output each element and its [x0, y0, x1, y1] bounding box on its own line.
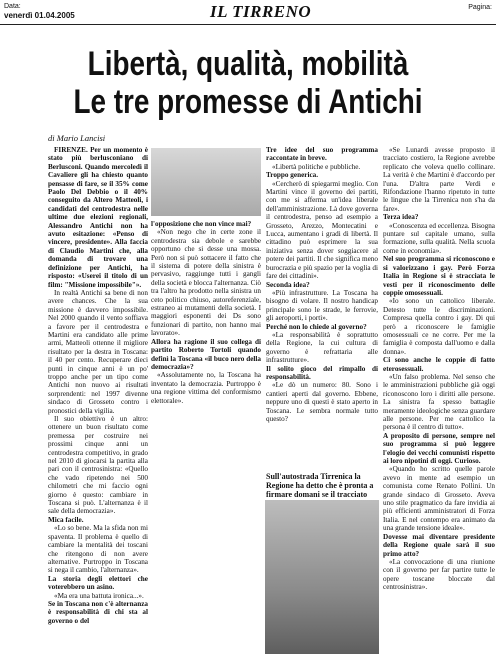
photo-top — [151, 148, 261, 216]
article-paragraph: Il suo obiettivo è un altro: ottenere un buon risultato come premessa per costruire nei prossimi cinque anni un centrodestra competitivo, in grado nel 2010 di giocarsi la partita alla pari con il centrosinistra: «Quello che vado ripetendo nei 500 chilometri che mi faccio ogni giorno è questo: cambiare in Toscana si può. L'alternanza è il sale della democrazia». — [48, 415, 148, 516]
interview-question: Perché non lo chiede al governo? — [266, 322, 367, 331]
interview-question: La storia degli elettori che voterebbero un asino. — [48, 574, 148, 592]
interview-answer: «Non nego che in certe zone il centrodestra sia debole e sarebbe opportuno che si desse una mossa. Però non si può sottacere il fatto che il sistema di potere della sinistra è pervasivo, raggiunge tutti i gangli della società e blocca l'alternanza. Ciò tra l'altro ha prodotto nella sinistra un ceto politico chiuso, autoreferenziale, estraneo ai mutamenti della società. I maggiori esponenti dei Ds sono funzionari di partito, non hanno mai lavorato». — [151, 228, 261, 338]
interview-answer: «Le dò un numero: 80. Sono i cantieri aperti dal governo. Ebbene, neppure uno di questi è stato aperto in Toscana. Le sembra normale tutto questo? — [266, 381, 378, 423]
date-label-text: Data: — [4, 3, 21, 10]
interview-answer: «Se Lunardi avesse proposto il tracciato costiero, la Regione avrebbe replicato che voleva quello collinare. La verità è che Martini è d'accordo per l'una. D'altra parte Verdi e Rifondazione l'hanno ripetuto in tutte le lingue che la Tirrenica non s'ha da fare». — [383, 146, 495, 213]
interview-question: A proposito di persone, sempre nel suo programma si può leggere l'elogio dei vecchi comunisti rispetto ai loro nipotini di oggi. Curioso. — [383, 431, 495, 466]
interview-answer: «Quando ho scritto quelle parole avevo in mente ad esempio un comunista come Renato Pollini. Un grande sindaco di Grosseto. Aveva uno stile pragmatico da fare invidia ai più efficienti amministratori di Forza Italia. E nel contempo era animato da una grande tensione ideale». — [383, 465, 495, 533]
interview-question: Dovesse mai diventare presidente della Regione quale sarà il suo primo atto? — [383, 532, 495, 558]
interview-answer: «Assolutamente no, la Toscana ha inventato la democrazia. Purtroppo è una regione vittima del conformismo elettorale». — [151, 371, 261, 405]
article-paragraph: FIRENZE. Per un momento è stato più berlusconiano di Berlusconi. Quando mercoledì il Cavaliere gli ha chiesto quanto pensasse di fare, se il 35% come Paolo Del Debbio o il 40% conseguito da Altero Matteoli, i candidati del centrodestra nelle ultime due elezioni regionali, Alessandro Antichi non ha avuto esitazione: «Penso di vincere, presidente». Alla faccia di Claudio Martini che, alla domanda di trovare una definizione per Antichi, ha risposto: «Userei il titolo di un film: "Missione impossibile"». — [48, 146, 148, 289]
page-label: Pagina: — [468, 4, 492, 11]
interview-question: Ci sono anche le coppie di fatto eterosessuali. — [383, 356, 495, 373]
interview-answer: «Cercherò di spiegarmi meglio. Con Martini vince il governo dei partiti, con me si afferma un'idea liberale dell'amministrazione. Là dove governa il centrodestra, penso ad esempio a Grosseto, Arezzo, Montecatini e Lucca, aumentano i gradi di libertà. Il cittadino può esprimere la sua iniziativa senza dover soggiacere al potere dei partiti. Il che significa meno burocrazia e più spazio per la voglia di fare dei cittadini». — [266, 179, 378, 281]
interview-answer: «Conoscenza ed eccellenza. Bisogna puntare sul capitale umano, sulla formazione, sulla qualità. Nella scuola come in economia». — [383, 221, 495, 255]
byline: di Mario Lancisi — [48, 133, 106, 143]
interview-question: Terza idea? — [383, 213, 419, 222]
interview-question: Il solito gioco del rimpallo di responsabilità. — [266, 364, 378, 381]
interview-question: l'opposizione che non vince mai? — [151, 220, 252, 228]
interview-question: Mica facile. — [48, 515, 84, 524]
article-column-4 — [383, 146, 495, 654]
headline-line2: Le tre promesse di Antichi — [73, 83, 423, 121]
photo-portrait — [265, 500, 379, 654]
article-column-2 — [151, 220, 261, 654]
article-column-1 — [48, 146, 148, 654]
interview-answer: «Ma era una battuta ironica...». — [54, 591, 144, 600]
interview-answer: «Lo so bene. Ma la sfida non mi spaventa. Il problema è quello di cambiare la mentalità dei toscani che ritengono di non avere alternative. Purtroppo in Toscana si nega il cambio, l'alternanza». — [48, 524, 148, 575]
interview-question: Nel suo programma si riconoscono e si valorizzano i gay. Però Forza Italia in Regione si è stracciata le vesti per il riconoscimento delle coppie omosessuali. — [383, 255, 495, 297]
interview-answer: «Un falso problema. Nel senso che le amministrazioni pubbliche già oggi riconoscono loro i diritti alle persone. La sinistra fa spesso battaglie meramente ideologiche senza guardare alle persone. Per me cattolico la persona è il centro di tutto». — [383, 372, 495, 432]
interview-answer: «La convocazione di una riunione con il governo per far partire tutte le opere toscane bloccate dal centrosinistra». — [383, 557, 495, 592]
masthead: IL TIRRENO — [210, 2, 312, 21]
highlight-question: Sull'autostrada Tirrenica la Regione ha detto che è pronta a firmare domani se il tracciato — [266, 472, 374, 499]
interview-question: Troppo generica. — [266, 171, 319, 180]
article-paragraph: In realtà Antichi sa bene di non avere chances. Che la sua missione è davvero impossibile. Nel 2000 quando il vento soffiava a favore per il centrodestra e Martini era candidato alle prime armi, Matteoli ottenne il migliore risultato per la destra in Toscana: il 40 per cento. Recuperare dieci punti in cinque anni è un po' troppo anche per un tipo come Antichi non nuovo ai risultati sorprendenti: nel 1997 divenne sindaco di Grosseto contro i pronostici della vigilia. — [48, 288, 148, 415]
date-label — [4, 2, 75, 21]
interview-question: Allora ha ragione il suo collega di partito Roberto Tortoli quando definì la Toscana «il buco nero della democrazia»? — [151, 337, 261, 371]
interview-question: Seconda idea? — [266, 280, 310, 289]
interview-answer: «La responsabilità è soprattutto della Regione, la cui cultura di governo è refrattaria alle infrastrutture». — [266, 330, 378, 365]
interview-question: Tre idee del suo programma raccontate in breve. — [266, 146, 378, 163]
headline-line1: Libertà, qualità, mobilità — [87, 45, 409, 83]
date-value: venerdì 01.04.2005 — [4, 11, 75, 20]
header-rule — [0, 24, 496, 25]
interview-question: Se in Toscana non c'è alternanza è responsabilità di chi sta al governo o del — [48, 599, 148, 625]
article-column-3 — [266, 146, 378, 496]
interview-answer: «Più infrastrutture. La Toscana ha bisogno di volare. Il nostro handicap principale sono le strade, le ferrovie, gli aeroporti, i porti». — [266, 288, 378, 323]
interview-answer: «Io sono un cattolico liberale. Detesto tutte le discriminazioni. Compresa quella contro i gay. Di qui però a riconoscere le famiglie omosessuali ce ne corre. Per me la famiglia è composta dall'uomo e dalla donna». — [383, 297, 495, 356]
interview-answer: «Libertà politiche e pubbliche. — [272, 162, 361, 171]
